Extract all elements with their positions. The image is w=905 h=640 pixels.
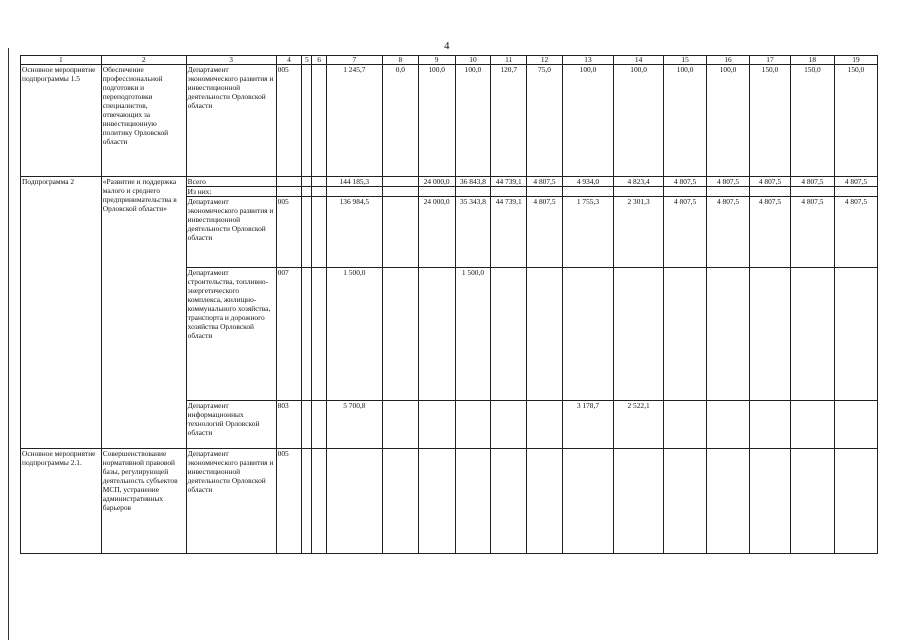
header-cell: 19 <box>834 56 877 65</box>
value-cell: 24 000,0 <box>418 197 455 268</box>
value-cell <box>455 187 491 197</box>
header-cell: 12 <box>527 56 563 65</box>
value-cell <box>707 401 750 449</box>
value-cell <box>664 268 707 401</box>
value-cell: 4 807,5 <box>664 177 707 187</box>
executor-cell: Из них: <box>186 187 276 197</box>
value-cell <box>614 187 664 197</box>
value-cell: 136 984,5 <box>326 197 382 268</box>
code-cell: 005 <box>276 449 302 554</box>
activity-name-cell: Основное мероприятие подпрограммы 1.5 <box>21 65 102 177</box>
value-cell <box>326 187 382 197</box>
value-cell: 4 807,5 <box>790 177 834 187</box>
value-cell <box>790 268 834 401</box>
header-cell: 10 <box>455 56 491 65</box>
header-cell: 17 <box>750 56 791 65</box>
value-cell <box>707 187 750 197</box>
value-cell: 4 807,5 <box>527 177 563 187</box>
code-cell: 007 <box>276 268 302 401</box>
value-cell: 35 343,8 <box>455 197 491 268</box>
value-cell <box>527 401 563 449</box>
activity-description-cell: «Развитие и поддержка малого и среднего предпринимательства в Орловской области» <box>101 177 186 449</box>
value-cell: 44 739,1 <box>491 197 527 268</box>
header-cell: 11 <box>491 56 527 65</box>
value-cell: 5 700,8 <box>326 401 382 449</box>
value-cell <box>834 449 877 554</box>
value-cell <box>527 268 563 401</box>
header-cell: 8 <box>382 56 418 65</box>
code-cell <box>312 177 326 187</box>
value-cell <box>750 268 791 401</box>
value-cell: 100,0 <box>664 65 707 177</box>
value-cell <box>750 187 791 197</box>
value-cell: 1 755,3 <box>562 197 613 268</box>
value-cell <box>418 401 455 449</box>
code-cell <box>312 449 326 554</box>
value-cell: 100,0 <box>614 65 664 177</box>
header-cell: 9 <box>418 56 455 65</box>
value-cell <box>562 268 613 401</box>
activity-description-cell: Обеспечение профессиональной подготовки и переподготовки специалистов, отвечающих за инвестиционную политику Орловской области <box>101 65 186 177</box>
value-cell <box>664 187 707 197</box>
table-row <box>21 449 878 554</box>
value-cell <box>418 449 455 554</box>
header-cell: 1 <box>21 56 102 65</box>
value-cell: 44 739,1 <box>491 177 527 187</box>
value-cell <box>326 449 382 554</box>
header-cell: 6 <box>312 56 326 65</box>
value-cell <box>491 449 527 554</box>
code-cell <box>312 65 326 177</box>
value-cell: 1 500,0 <box>455 268 491 401</box>
value-cell <box>614 449 664 554</box>
value-cell: 2 522,1 <box>614 401 664 449</box>
page-margin-line <box>8 48 9 640</box>
value-cell <box>491 268 527 401</box>
value-cell: 3 178,7 <box>562 401 613 449</box>
value-cell <box>614 268 664 401</box>
value-cell <box>664 449 707 554</box>
header-row <box>21 56 878 65</box>
value-cell <box>382 401 418 449</box>
value-cell: 4 807,5 <box>707 197 750 268</box>
value-cell <box>562 187 613 197</box>
value-cell: 4 823,4 <box>614 177 664 187</box>
executor-cell: Департамент экономического развития и инвестиционной деятельности Орловской области <box>186 197 276 268</box>
code-cell: 005 <box>276 197 302 268</box>
header-cell: 2 <box>101 56 186 65</box>
value-cell <box>382 187 418 197</box>
value-cell <box>527 449 563 554</box>
code-cell <box>276 177 302 187</box>
header-cell: 5 <box>302 56 312 65</box>
value-cell <box>491 187 527 197</box>
value-cell <box>790 401 834 449</box>
value-cell <box>527 187 563 197</box>
page-number: 4 <box>444 40 450 52</box>
value-cell: 150,0 <box>750 65 791 177</box>
value-cell <box>707 268 750 401</box>
value-cell <box>382 197 418 268</box>
value-cell <box>790 449 834 554</box>
header-cell: 4 <box>276 56 302 65</box>
value-cell <box>491 401 527 449</box>
code-cell <box>302 187 312 197</box>
value-cell: 100,0 <box>562 65 613 177</box>
value-cell <box>834 401 877 449</box>
value-cell <box>418 268 455 401</box>
value-cell: 4 807,5 <box>707 177 750 187</box>
value-cell <box>750 401 791 449</box>
value-cell: 4 807,5 <box>527 197 563 268</box>
value-cell: 4 807,5 <box>790 197 834 268</box>
code-cell: 803 <box>276 401 302 449</box>
value-cell: 4 934,0 <box>562 177 613 187</box>
value-cell: 2 301,3 <box>614 197 664 268</box>
value-cell: 1 500,0 <box>326 268 382 401</box>
code-cell <box>302 449 312 554</box>
header-cell: 3 <box>186 56 276 65</box>
value-cell <box>562 449 613 554</box>
value-cell <box>664 401 707 449</box>
value-cell <box>455 401 491 449</box>
value-cell: 4 807,5 <box>664 197 707 268</box>
value-cell: 100,0 <box>707 65 750 177</box>
executor-cell: Департамент экономического развития и инвестиционной деятельности Орловской области <box>186 65 276 177</box>
header-cell: 14 <box>614 56 664 65</box>
executor-cell: Департамент информационных технологий Орловской области <box>186 401 276 449</box>
value-cell: 100,0 <box>455 65 491 177</box>
code-cell <box>312 187 326 197</box>
value-cell <box>382 268 418 401</box>
code-cell <box>302 65 312 177</box>
activity-name-cell: Основное мероприятие подпрограммы 2.1. <box>21 449 102 554</box>
value-cell <box>455 449 491 554</box>
activity-description-cell: Совершенствование нормативной правовой базы, регулирующей деятельность субъектов МСП, устранение административных барьеров <box>101 449 186 554</box>
budget-table <box>20 55 878 554</box>
code-cell <box>302 401 312 449</box>
value-cell: 4 807,5 <box>834 197 877 268</box>
code-cell <box>302 268 312 401</box>
code-cell <box>276 187 302 197</box>
value-cell <box>750 449 791 554</box>
value-cell: 100,0 <box>418 65 455 177</box>
executor-cell: Всего <box>186 177 276 187</box>
value-cell: 150,0 <box>790 65 834 177</box>
value-cell <box>418 187 455 197</box>
value-cell <box>834 187 877 197</box>
value-cell <box>790 187 834 197</box>
value-cell: 150,0 <box>834 65 877 177</box>
value-cell <box>707 449 750 554</box>
code-cell <box>312 197 326 268</box>
code-cell: 005 <box>276 65 302 177</box>
value-cell <box>834 268 877 401</box>
executor-cell: Департамент экономического развития и инвестиционной деятельности Орловской области <box>186 449 276 554</box>
code-cell <box>312 401 326 449</box>
value-cell: 75,0 <box>527 65 563 177</box>
value-cell: 4 807,5 <box>750 197 791 268</box>
table-row <box>21 65 878 177</box>
value-cell: 4 807,5 <box>750 177 791 187</box>
value-cell: 1 245,7 <box>326 65 382 177</box>
value-cell: 144 185,3 <box>326 177 382 187</box>
header-cell: 7 <box>326 56 382 65</box>
header-cell: 15 <box>664 56 707 65</box>
code-cell <box>312 268 326 401</box>
value-cell: 4 807,5 <box>834 177 877 187</box>
executor-cell: Департамент строительства, топливно-энергетического комплекса, жилищно-коммунального хозяйства, транспорта и дорожного хозяйства Орловской области <box>186 268 276 401</box>
value-cell: 120,7 <box>491 65 527 177</box>
header-cell: 16 <box>707 56 750 65</box>
value-cell <box>382 449 418 554</box>
value-cell: 36 843,8 <box>455 177 491 187</box>
value-cell <box>382 177 418 187</box>
table-row <box>21 177 878 187</box>
code-cell <box>302 177 312 187</box>
activity-name-cell: Подпрограмма 2 <box>21 177 102 449</box>
header-cell: 18 <box>790 56 834 65</box>
code-cell <box>302 197 312 268</box>
header-cell: 13 <box>562 56 613 65</box>
value-cell: 24 000,0 <box>418 177 455 187</box>
value-cell: 0,0 <box>382 65 418 177</box>
